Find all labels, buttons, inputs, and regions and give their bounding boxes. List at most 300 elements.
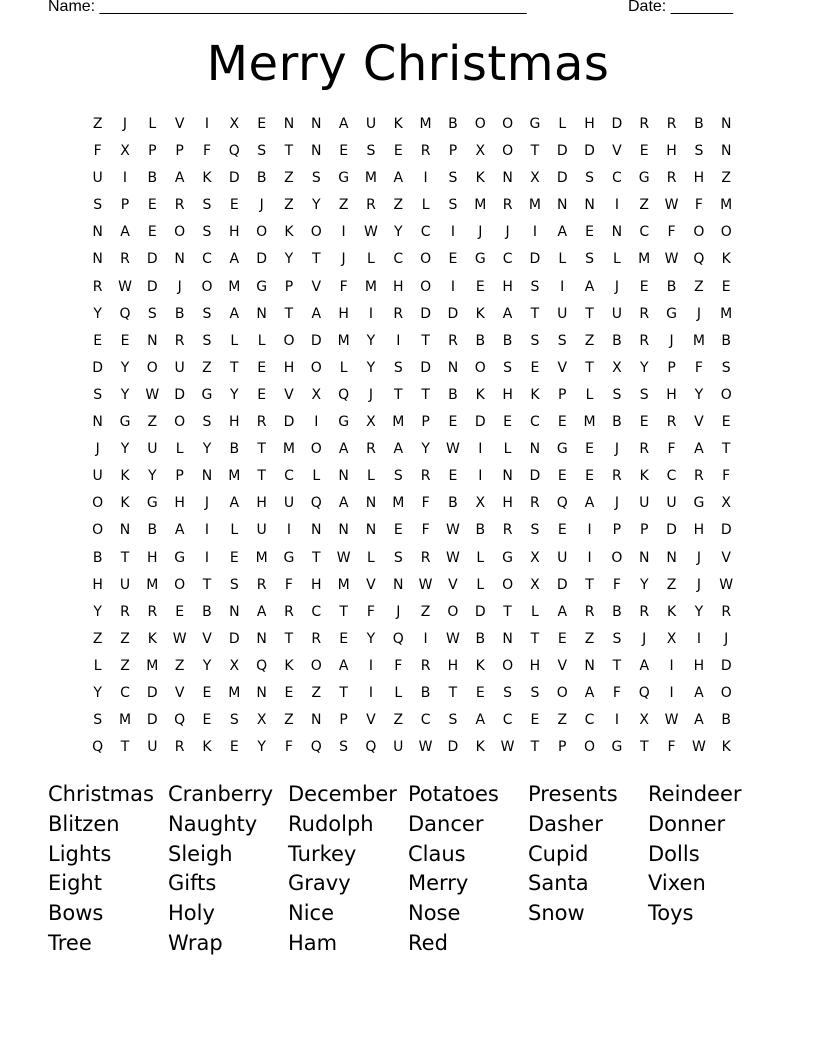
grid-row [84,550,740,577]
grid-letter: R [666,170,677,187]
grid-letter: I [478,468,483,485]
grid-letter: W [145,386,160,403]
word-list-item: Vixen [648,871,706,896]
grid-letter: O [502,143,514,160]
grid-letter: Q [92,739,104,756]
grid-letter: R [147,603,158,620]
grid-letter: K [530,386,540,403]
grid-letter: E [284,684,294,701]
grid-letter: H [529,657,541,674]
word-list-item: Donner [648,811,726,836]
grid-row [84,116,740,143]
grid-letter: M [692,332,705,349]
grid-letter: K [639,468,649,485]
grid-letter: E [202,684,212,701]
grid-letter: M [419,116,432,132]
grid-letter: Q [310,495,322,512]
grid-letter: X [311,386,322,403]
grid-letter: I [204,549,210,566]
grid-letter: C [420,712,431,729]
grid-letter: D [529,251,541,268]
grid-row [84,495,740,522]
grid-letter: W [418,739,433,756]
grid-row [84,522,740,549]
grid-letter: W [118,278,132,295]
grid-letter: F [366,603,375,620]
grid-letter: O [174,224,186,241]
header [0,0,816,18]
grid-letter: P [120,197,130,214]
grid-letter: I [669,684,674,701]
grid-letter: F [284,739,293,756]
grid-letter: F [284,576,293,593]
grid-letter: R [284,603,294,620]
word-list [48,780,768,959]
grid-letter: R [666,116,677,132]
grid-letter: F [202,143,211,160]
grid-letter: S [585,251,595,268]
grid-row [84,170,740,197]
grid-letter: E [585,224,594,241]
grid-letter: Z [284,197,294,214]
grid-letter: S [229,576,239,593]
grid-letter: N [584,197,595,214]
grid-letter: O [502,116,514,132]
grid-letter: W [500,739,515,756]
grid-letter: X [229,116,240,132]
grid-row [84,658,740,685]
grid-letter: I [587,522,592,539]
grid-letter: E [147,224,157,241]
grid-letter: R [174,739,185,756]
grid-letter: H [502,278,513,295]
grid-letter: Q [556,495,568,512]
grid-letter: M [638,251,651,268]
grid-letter: S [202,197,212,214]
grid-letter: E [639,143,649,160]
grid-letter: Q [119,305,131,322]
grid-letter: E [448,468,458,485]
grid-letter: Z [202,359,212,376]
grid-letter: M [146,576,159,593]
grid-letter: N [502,468,513,485]
grid-letter: O [283,332,295,349]
grid-letter: H [92,576,103,593]
grid-letter: S [202,332,212,349]
grid-letter: Q [338,386,350,403]
grid-letter: I [341,224,346,241]
grid-letter: K [475,386,485,403]
grid-letter: R [174,197,185,214]
grid-letter: N [311,712,322,729]
grid-letter: O [474,359,486,376]
grid-letter: U [666,495,677,512]
grid-letter: Y [694,386,704,403]
grid-letter: N [557,197,568,214]
grid-letter: B [229,441,240,458]
grid-row [84,441,740,468]
grid-letter: M [528,197,541,214]
grid-letter: Y [93,603,102,620]
grid-letter: E [475,278,485,295]
grid-letter: X [530,549,540,566]
grid-letter: E [448,414,458,431]
grid-letter: N [638,549,650,566]
grid-letter: U [393,739,404,756]
grid-letter: C [639,224,650,241]
word-list-item: Turkey [288,841,357,866]
grid-letter: N [502,170,513,187]
grid-letter: Y [230,386,239,403]
grid-letter: P [175,143,184,160]
grid-letter: M [364,170,377,187]
grid-letter: G [338,414,350,431]
grid-letter: A [229,495,240,512]
grid-letter: R [393,305,404,322]
grid-letter: U [256,522,267,539]
grid-letter: N [256,684,267,701]
word-list-item: Red [408,930,448,955]
grid-letter: E [229,197,239,214]
grid-letter: T [393,386,403,403]
grid-letter: R [420,549,431,566]
grid-letter: D [556,576,568,593]
grid-letter: J [505,224,510,241]
grid-letter: E [557,468,567,485]
grid-letter: J [204,495,210,512]
grid-letter: B [612,414,622,431]
grid-letter: Z [584,630,595,647]
grid-letter: C [393,251,404,268]
grid-letter: A [174,170,185,187]
letter-grid [84,116,740,766]
grid-letter: I [614,197,619,214]
grid-letter: S [530,278,540,295]
word-list-item: Gifts [168,871,217,896]
grid-letter: U [147,441,158,458]
grid-letter: X [530,170,540,187]
grid-letter: K [475,170,485,187]
grid-letter: X [475,495,486,512]
grid-letter: E [585,441,594,458]
grid-letter: D [474,414,486,431]
grid-letter: D [146,684,158,701]
grid-letter: O [474,116,486,132]
grid-letter: G [556,441,568,458]
word-list-item: Eight [48,871,102,896]
grid-letter: R [174,332,185,349]
grid-letter: M [118,712,132,729]
grid-letter: T [284,143,294,160]
word-list-item: Potatoes [408,782,499,806]
grid-letter: B [420,684,431,701]
grid-letter: P [558,739,567,756]
grid-letter: E [257,359,267,376]
word-list-item: Rudolph [288,811,374,836]
grid-letter: Q [174,712,186,729]
grid-letter: S [694,143,704,160]
grid-row [84,333,740,360]
grid-letter: Q [310,739,322,756]
grid-letter: T [230,359,239,376]
grid-letter: Z [174,657,185,674]
grid-letter: T [284,630,294,647]
grid-row [84,604,740,631]
grid-letter: R [120,251,130,268]
grid-letter: T [257,441,266,458]
grid-letter: A [502,305,513,322]
grid-letter: G [474,251,486,268]
word-list-item: Bows [48,901,104,926]
grid-letter: R [92,278,103,295]
grid-letter: E [175,603,185,620]
grid-letter: N [119,522,131,539]
grid-letter: O [420,278,432,295]
grid-letter: K [284,657,294,674]
grid-letter: J [614,495,619,512]
word-list-item: December [288,782,397,806]
grid-row [84,387,740,414]
grid-letter: E [257,116,267,132]
grid-letter: T [639,739,649,756]
grid-letter: P [612,522,622,539]
grid-letter: R [502,522,513,539]
grid-letter: J [396,603,401,620]
page-title: Merry Christmas [206,36,610,92]
grid-letter: K [147,630,157,647]
grid-letter: K [475,657,485,674]
grid-letter: N [502,630,513,647]
grid-letter: X [229,657,240,674]
word-list-item: Wrap [168,930,223,955]
grid-letter: S [393,468,403,485]
name-field: Name: ________________________________________________ [48,0,527,15]
grid-letter: E [721,414,731,431]
grid-letter: M [282,441,295,458]
grid-letter: F [667,224,676,241]
grid-letter: L [476,576,485,593]
grid-letter: P [640,522,649,539]
word-list-item: Dasher [528,811,603,836]
grid-letter: I [532,224,537,241]
word-list-item: Santa [528,871,589,896]
grid-letter: Z [311,684,322,701]
grid-letter: V [202,630,212,647]
grid-letter: R [256,414,267,431]
grid-letter: V [721,549,731,566]
grid-letter: J [478,224,483,241]
grid-letter: T [257,468,266,485]
grid-letter: F [694,197,703,214]
grid-letter: A [557,224,568,241]
grid-letter: R [311,630,322,647]
grid-letter: O [146,359,158,376]
grid-letter: W [691,739,706,756]
grid-letter: Z [639,197,650,214]
grid-letter: A [393,170,404,187]
grid-letter: S [530,332,540,349]
grid-letter: N [584,657,595,674]
word-list-item: Christmas [48,782,154,806]
grid-letter: L [257,332,266,349]
grid-letter: E [393,522,403,539]
grid-letter: S [339,739,349,756]
grid-letter: D [666,522,677,539]
grid-letter: V [694,414,704,431]
grid-letter: D [420,359,431,376]
grid-letter: W [446,630,460,647]
grid-letter: R [530,495,540,512]
grid-letter: C [584,712,595,729]
grid-letter: V [174,116,185,132]
grid-letter: R [502,197,513,214]
grid-letter: Y [148,468,157,485]
grid-letter: E [339,143,349,160]
grid-letter: V [612,143,622,160]
grid-letter: Y [312,197,321,214]
grid-letter: N [529,441,541,458]
grid-letter: U [639,495,650,512]
grid-letter: D [146,712,158,729]
grid-letter: Z [393,197,404,214]
grid-letter: O [92,522,104,539]
word-list-item: Tree [48,930,92,955]
word-list-item: Merry [408,871,469,896]
grid-letter: I [286,522,292,539]
grid-letter: E [93,332,103,349]
grid-letter: B [448,495,458,512]
grid-letter: T [585,305,594,322]
grid-letter: D [720,657,732,674]
grid-letter: D [720,522,732,539]
grid-letter: R [639,603,650,620]
word-list-item: Ham [288,930,338,955]
grid-letter: A [475,712,486,729]
grid-letter: I [368,657,374,674]
grid-letter: R [584,603,595,620]
grid-letter: A [338,657,349,674]
grid-letter: C [420,224,431,241]
grid-letter: C [120,684,130,701]
grid-letter: O [310,441,322,458]
grid-letter: N [611,224,623,241]
grid-letter: C [202,251,212,268]
grid-letter: L [476,549,485,566]
grid-letter: Q [693,251,705,268]
grid-row [84,414,740,441]
grid-letter: E [448,251,458,268]
grid-row [84,360,740,387]
grid-letter: O [502,576,514,593]
grid-letter: C [311,603,322,620]
grid-letter: R [366,197,376,214]
grid-letter: M [337,332,350,349]
grid-row [84,739,740,766]
grid-letter: D [146,251,158,268]
grid-letter: A [557,603,568,620]
grid-letter: A [229,251,240,268]
grid-letter: H [283,359,295,376]
grid-letter: C [666,468,677,485]
grid-letter: H [693,522,705,539]
word-list-item: Holy [168,901,215,926]
grid-letter: H [584,116,595,132]
grid-letter: Z [393,712,404,729]
grid-letter: O [556,684,568,701]
grid-letter: Q [392,630,404,647]
grid-letter: O [420,251,432,268]
grid-letter: O [310,657,322,674]
grid-letter: Y [93,305,102,322]
grid-letter: G [666,305,677,322]
grid-letter: N [338,468,349,485]
grid-letter: B [256,170,267,187]
grid-letter: B [721,332,732,349]
grid-letter: X [120,143,130,160]
grid-letter: L [175,441,184,458]
grid-letter: G [283,549,295,566]
grid-letter: N [338,522,349,539]
grid-letter: O [693,224,705,241]
grid-letter: S [585,170,595,187]
grid-letter: O [310,224,322,241]
grid-letter: V [174,684,185,701]
grid-letter: S [721,359,731,376]
grid-letter: T [339,684,348,701]
grid-letter: R [639,441,650,458]
grid-letter: T [421,386,430,403]
grid-letter: I [423,630,428,647]
grid-letter: J [177,278,182,295]
grid-letter: L [531,603,539,620]
grid-letter: S [202,224,212,241]
grid-letter: X [721,495,731,512]
grid-letter: X [366,414,376,431]
grid-letter: N [447,359,459,376]
grid-letter: S [448,712,458,729]
grid-letter: N [201,468,213,485]
grid-letter: Y [93,684,102,701]
grid-letter: S [612,630,622,647]
grid-letter: L [230,522,239,539]
grid-letter: G [119,414,131,431]
grid-letter: Y [421,441,430,458]
grid-letter: X [612,359,622,376]
grid-letter: A [694,441,704,458]
grid-letter: M [583,414,596,431]
grid-letter: E [393,143,403,160]
grid-letter: J [614,441,619,458]
grid-letter: C [284,468,294,485]
grid-letter: X [530,576,540,593]
grid-letter: S [530,684,540,701]
grid-row [84,306,740,333]
grid-letter: N [92,251,103,268]
grid-letter: Y [366,332,376,349]
grid-letter: I [560,278,565,295]
grid-letter: E [120,332,130,349]
grid-letter: J [696,549,701,566]
grid-letter: N [92,224,103,241]
grid-letter: A [338,495,349,512]
grid-row [84,251,740,278]
grid-letter: S [448,197,458,214]
grid-letter: G [338,170,350,187]
grid-letter: N [92,414,103,431]
grid-letter: C [502,251,513,268]
grid-letter: T [312,251,321,268]
grid-letter: L [367,549,375,566]
